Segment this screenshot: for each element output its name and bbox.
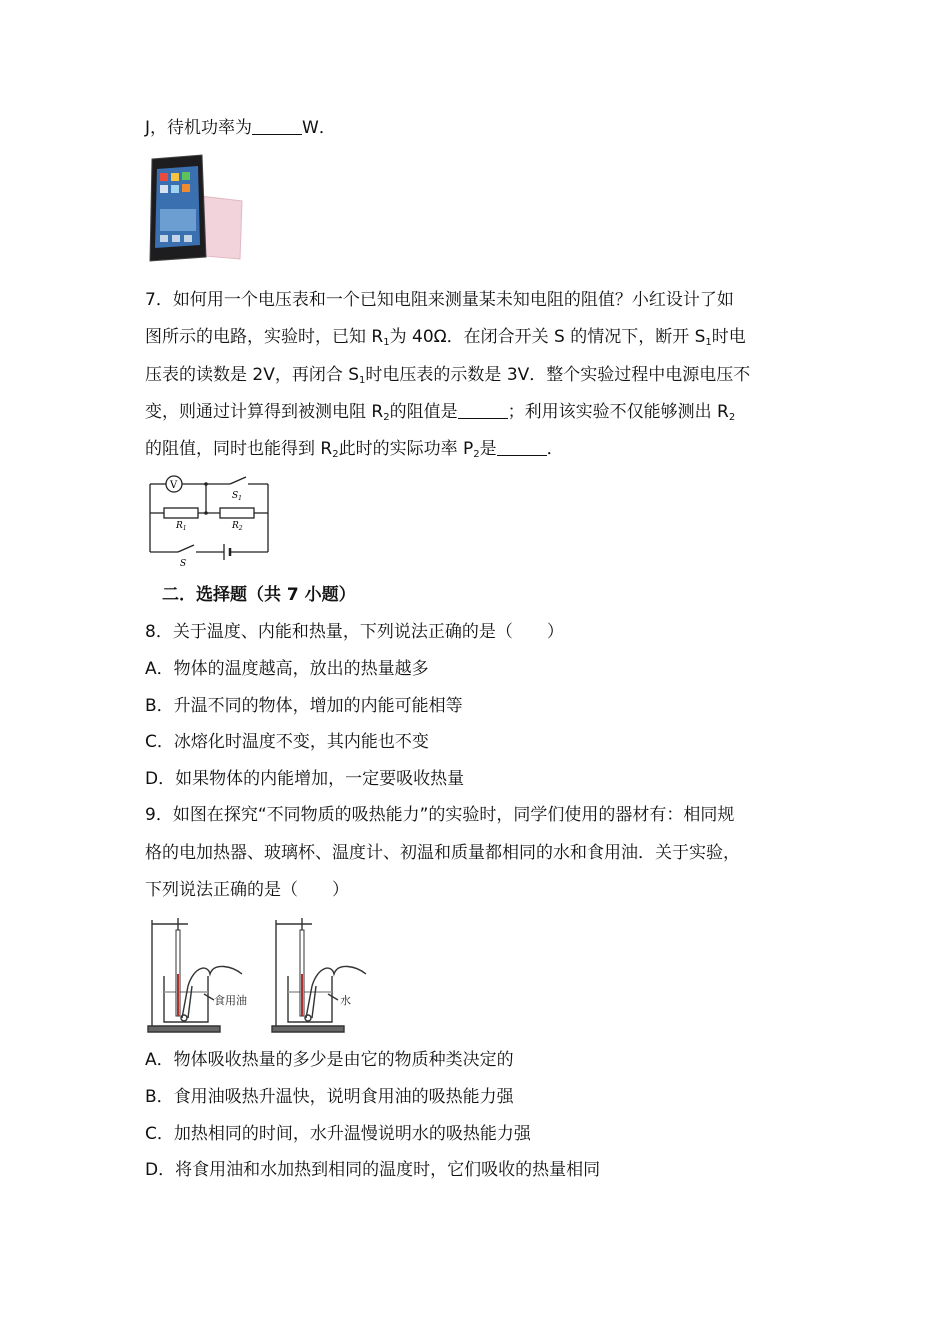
label-text: S [232,491,239,501]
q7-line-5 [145,437,564,467]
switch-s-label: S [180,559,187,568]
answer-blank [458,402,508,419]
subscript: 1 [383,337,390,348]
q7-line-3 [145,363,750,393]
subscript: 2 [383,412,390,423]
q7-line-4 [145,400,735,430]
water-label: 水 [340,994,351,1007]
q7-text: ． [546,439,564,459]
q8-option-b: B．升温不同的物体，增加的内能可能相等 [145,696,463,716]
answer-blank [252,118,302,135]
subscript: 2 [332,449,339,460]
junction-dot [204,511,208,515]
subscript: 2 [728,412,736,423]
resistor-r2-label [231,521,243,532]
subscript: 2 [473,449,480,460]
label-text: R [232,521,239,531]
resistor-r1-label [175,521,187,532]
q9-option-c: C．加热相同的时间，水升温慢说明水的吸热能力强 [145,1124,531,1144]
q7-line-1: 7．如何用一个电压表和一个已知电阻来测量某未知电阻的阻值？小红设计了如 [145,290,734,310]
label-text: R [176,521,183,531]
q8-stem: 8．关于温度、内能和热量，下列说法正确的是（ ） [145,622,564,642]
q7-text: 变，则通过计算得到被测电阻 R [145,402,384,422]
switch-s1-label [232,491,242,502]
answer-blank [497,439,547,456]
oil-label: 食用油 [214,994,247,1007]
q6-tail [145,116,336,140]
q7-text: 时电 [711,327,746,347]
q7-text: 图所示的电路，实验时，已知 R [145,327,384,347]
q7-text: 的阻值，同时也能得到 R [145,439,333,459]
subscript: 1 [705,337,712,348]
q9-line-3: 下列说法正确的是（ ） [145,880,349,900]
junction-dot [204,482,208,486]
q7-text: 此时的实际功率 P [338,439,474,459]
q7-text: 压表的读数是 2V，再闭合 S [145,365,360,385]
label-sub: 1 [238,495,242,502]
q9-option-d: D．将食用油和水加热到相同的温度时，它们吸收的热量相同 [145,1160,601,1180]
q7-text: 是 [479,439,497,459]
circuit-diagram [144,470,274,568]
heating-experiment-figure [144,914,374,1036]
q7-text: ；利用该实验不仅能够测出 R [507,402,729,422]
label-sub: 2 [238,525,243,532]
q6-tail-unit: W． [302,118,336,138]
q7-text: 为 40Ω．在闭合开关 S 的情况下，断开 S [389,327,706,347]
q9-option-b: B．食用油吸热升温快，说明食用油的吸热能力强 [145,1087,514,1107]
section-heading: 二．选择题（共 7 小题） [162,585,356,605]
q7-text: 时电压表的示数是 3V．整个实验过程中电源电压不 [365,365,751,385]
q6-tail-text: J，待机功率为 [145,118,253,138]
q7-line-2 [145,325,746,355]
q9-option-a: A．物体吸收热量的多少是由它的物质种类决定的 [145,1050,514,1070]
q9-line-2: 格的电加热器、玻璃杯、温度计、初温和质量都相同的水和食用油．关于实验， [145,843,740,863]
q9-line-1: 9．如图在探究“不同物质的吸热能力”的实验时，同学们使用的器材有：相同规 [145,805,735,825]
q7-text: 的阻值是 [389,402,458,422]
phone-photo [144,153,244,263]
voltmeter-label: V [170,480,178,491]
subscript: 1 [359,375,366,386]
label-sub: 1 [182,525,187,532]
q8-option-c: C．冰熔化时温度不变，其内能也不变 [145,732,429,752]
q8-option-d: D．如果物体的内能增加，一定要吸收热量 [145,769,465,789]
q8-option-a: A．物体的温度越高，放出的热量越多 [145,659,429,679]
